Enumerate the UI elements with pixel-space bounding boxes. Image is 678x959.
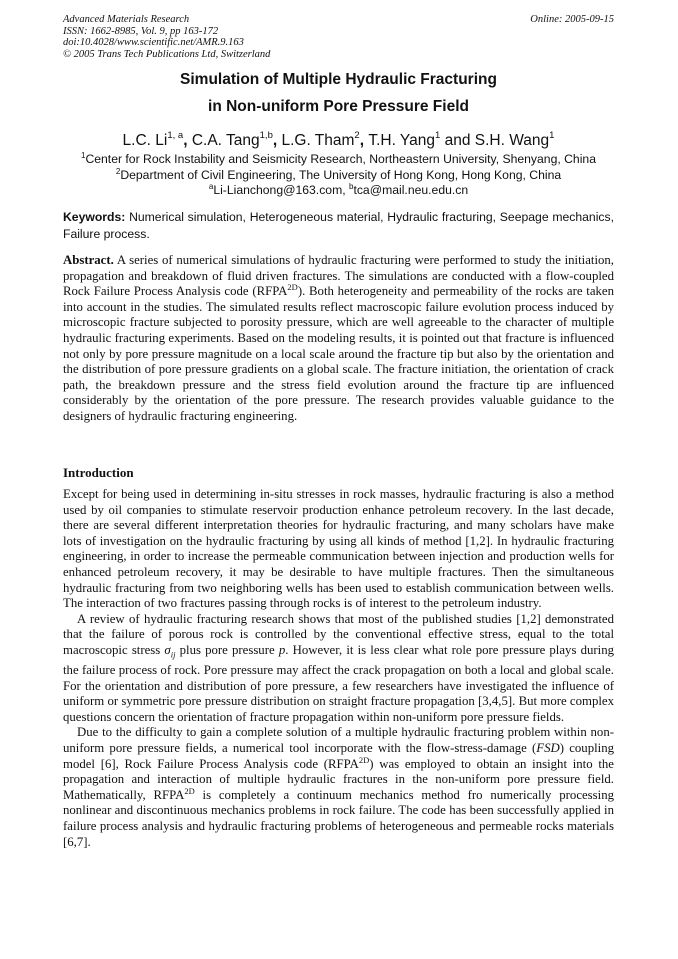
introduction-body (63, 487, 614, 850)
author-affiliation-mark: 1 (549, 130, 555, 141)
keywords-text: Numerical simulation, Heterogeneous material, Hydraulic fracturing, Seepage mechanics, Failure process. (63, 210, 614, 241)
author-affiliation-mark: 2 (354, 130, 360, 141)
fsd-term: FSD (536, 741, 560, 756)
affiliation-text: Center for Rock Instability and Seismicity Research, Northeastern University, Shenyang, China (85, 152, 596, 166)
doi-line: doi:10.4028/www.scientific.net/AMR.9.163 (63, 37, 244, 48)
title-line-1: Simulation of Multiple Hydraulic Fracturing (180, 71, 497, 88)
email-mark: b (349, 182, 354, 191)
affiliation-1 (63, 152, 614, 168)
abstract-text: A series of numerical simulations of hydraulic fracturing were performed to study the initiation, propagation and breakdown of fluid driven fractures. The simulations are conducted with a flow-coupled Rock Failure Process Analysis code (RFPA (63, 253, 614, 299)
copyright-line: © 2005 Trans Tech Publications Ltd, Switzerland (63, 48, 271, 60)
affiliations (63, 152, 614, 199)
affiliation-mark: 1 (81, 151, 86, 160)
author-name: T.H. Yang (368, 132, 435, 149)
author-name: L.C. Li (122, 132, 168, 149)
introduction-heading: Introduction (63, 465, 134, 480)
affiliation-2 (63, 168, 614, 184)
email-address: Li-Lianchong@163.com, (213, 183, 349, 197)
paragraph-text: plus pore pressure (175, 642, 279, 657)
author-affiliation-mark: 1,b (259, 130, 273, 141)
email-line (63, 183, 614, 199)
pressure-symbol: p (278, 642, 286, 657)
issn-line: ISSN: 1662-8985, Vol. 9, pp 163-172 (63, 25, 219, 37)
author-separator: , (183, 132, 192, 149)
email-address: tca@mail.neu.edu.cn (353, 183, 469, 197)
paragraph-text: . However, it is less clear what role pore pressure plays during the failure process of rock. Pore pressure may affect the crack propagation on both a local and global scale. For the orientation and distribution of pore pressure, a few researchers have investigated the influence of uniform or symmetric pore pressure distribution on straight fracture propagation [3,4,5]. But more complex questions concern the orientation of fracture propagation within non-uniform pore pressure fields. (63, 642, 614, 724)
journal-name: Advanced Materials Research (63, 14, 190, 25)
intro-paragraph-2 (63, 612, 614, 726)
paragraph-text: ) coupling model [6], Rock Failure Process Analysis code (RFPA (63, 741, 615, 771)
author-name: C.A. Tang (191, 132, 260, 149)
author-name: S.H. Wang (474, 132, 550, 149)
abstract-section (63, 253, 614, 425)
intro-paragraph-1: Except for being used in determining in-situ stresses in rock masses, hydraulic fracturing is also a method used by oil companies to stimulate reservoir production enhance petroleum recovery. In the last decade, there are several different interpretation theories for hydraulic fracturing, and many scholars have make lots of investigation on the hydraulic fracturing by using all kinds of method [1,2]. In hydraulic fracturing engineering, in order to increase the permeable communication between injection and production wells for enhanced petroleum recovery, it may be desirable to have multiple fractures. Then the simultaneous hydraulic fracturing from two neighboring wells has been used to establish communication between wells. The interaction of two fractures passing through rocks is of interest to the petroleum industry. (63, 487, 614, 611)
journal-header (63, 14, 614, 60)
title-line-2: in Non-uniform Pore Pressure Field (208, 98, 469, 115)
author-list (63, 131, 614, 151)
paragraph-text: Due to the difficulty to gain a complete solution of a multiple hydraulic fracturing problem within non-uniform pore pressure fields, a numerical tool incorporate with the flow-stress-damage ( (63, 725, 614, 756)
rfpa-superscript: 2D (358, 754, 370, 765)
abstract-text: ). Both heterogeneity and permeability of the rocks are taken into account in the studies. The simulated results reflect macroscopic failure evolution process induced by microscopic fracture subjected to porosity pressure, which are well agreeable to the character of multiple hydraulic fracturing experiments. Based on the modeling results, it is pointed out that fracture is influenced not only by pore pressure magnitude on a local scale around the fracture tip but also by the orientation and the distribution of pore pressure gradients on a global scale. The fracture initiation, the orientation of crack path, the breakdown pressure and the stress field evolution around the fracture tip are influenced considerably by the orientation of the pore pressure. The research provides valuable guidance to the designers of hydraulic fracturing engineering. (63, 284, 614, 423)
author-affiliation-mark: 1, a (167, 130, 184, 141)
affiliation-mark: 2 (115, 166, 121, 176)
keywords-label: Keywords: (63, 210, 126, 224)
affiliation-text: Department of Civil Engineering, The University of Hong Kong, Hong Kong, China (120, 167, 562, 182)
keywords-section (63, 209, 614, 242)
sigma-symbol: σ (164, 642, 171, 657)
paper-title (63, 66, 614, 120)
sigma-subscript: ij (170, 649, 176, 660)
abstract-label: Abstract. (63, 253, 114, 267)
email-mark: a (208, 182, 214, 191)
author-name: L.G. Tham (281, 132, 355, 149)
paragraph-text: is completely a continuum mechanics method fro numerically processing nonlinear and discontinuous mechanics problems in rock failure. The code has been successfully applied in failure process analysis and hydraulic fracturing problems of heterogeneous and permeable rocks materials [6,7]. (63, 787, 614, 849)
paragraph-text: A review of hydraulic fracturing research shows that most of the published studies [1,2] demonstrated that the failure of porous rock is controlled by the conventional effective stress, equal to the total macroscopic stress (63, 611, 614, 657)
author-separator: , (359, 132, 369, 149)
online-date: Online: 2005-09-15 (530, 14, 614, 25)
author-separator: , (272, 132, 282, 149)
intro-paragraph-3 (63, 725, 614, 850)
author-affiliation-mark: 1 (434, 130, 441, 141)
rfpa-superscript: 2D (184, 785, 195, 796)
author-separator: and (440, 132, 475, 149)
abstract-superscript: 2D (287, 282, 298, 293)
paragraph-text: ) was employed to obtain an insight into the propagation and interaction of multiple hydraulic fractures in the non-uniform pore pressure field. Mathematically, RFPA (63, 756, 614, 802)
